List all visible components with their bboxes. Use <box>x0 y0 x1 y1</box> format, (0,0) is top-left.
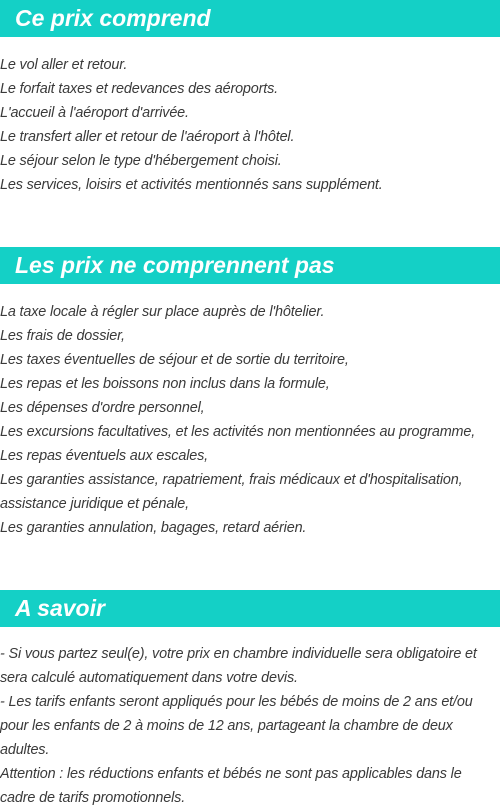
list-item: Les services, loisirs et activités mentionnés sans supplément. <box>0 177 383 193</box>
list-item: Le forfait taxes et redevances des aéroports. <box>0 81 279 97</box>
section-title: A savoir <box>0 590 500 627</box>
note-paragraph: Attention : les réductions enfants et bébés ne sont pas applicables dans le cadre de tarifs promotionnels. <box>0 766 462 806</box>
list-item: Les dépenses d'ordre personnel, <box>0 400 205 416</box>
note-paragraph: - Si vous partez seul(e), votre prix en chambre individuelle sera obligatoire et sera calculé automatiquement dans votre devis. <box>0 646 477 686</box>
list-item: La taxe locale à régler sur place auprès de l'hôtelier. <box>0 304 325 320</box>
section-title: Ce prix comprend <box>0 0 500 37</box>
list-item: Le vol aller et retour. <box>0 57 128 73</box>
includes-list <box>0 37 500 197</box>
list-item: Les frais de dossier, <box>0 328 125 344</box>
section-title: Les prix ne comprennent pas <box>0 247 500 284</box>
list-item: Les repas éventuels aux escales, <box>0 448 208 464</box>
excludes-list <box>0 284 500 540</box>
list-item: Les garanties annulation, bagages, retard aérien. <box>0 520 307 536</box>
list-item: assistance juridique et pénale, <box>0 496 189 512</box>
section-price-includes <box>0 0 500 197</box>
list-item: Les taxes éventuelles de séjour et de sortie du territoire, <box>0 352 349 368</box>
list-item: Le séjour selon le type d'hébergement choisi. <box>0 153 282 169</box>
note-paragraph: - Les tarifs enfants seront appliqués pour les bébés de moins de 2 ans et/ou pour les enfants de 2 à moins de 12 ans, partageant la chambre de deux adultes. <box>0 694 473 758</box>
list-item: Les garanties assistance, rapatriement, frais médicaux et d'hospitalisation, <box>0 472 463 488</box>
list-item: L'accueil à l'aéroport d'arrivée. <box>0 105 189 121</box>
list-item: Les excursions facultatives, et les activités non mentionnées au programme, <box>0 424 476 440</box>
list-item: Le transfert aller et retour de l'aéroport à l'hôtel. <box>0 129 295 145</box>
notes-block <box>0 627 500 810</box>
list-item: Les repas et les boissons non inclus dans la formule, <box>0 376 330 392</box>
section-price-excludes <box>0 247 500 540</box>
section-good-to-know <box>0 590 500 810</box>
